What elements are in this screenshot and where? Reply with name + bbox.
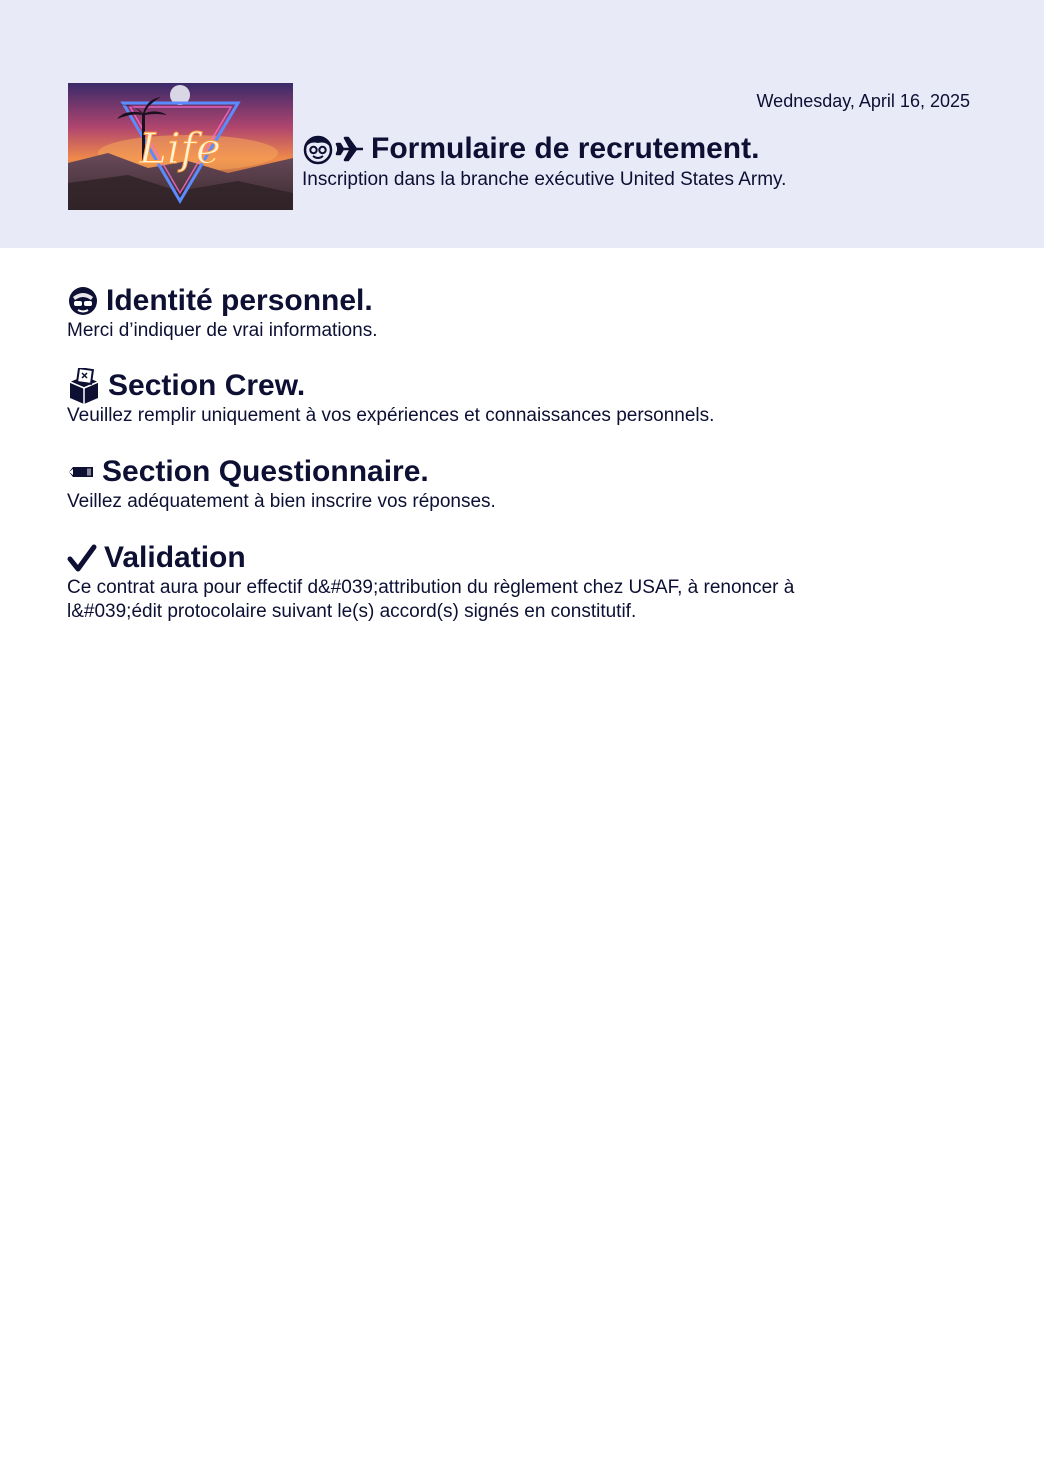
page-title: Formulaire de recrutement. [371, 132, 760, 165]
section-questionnaire [67, 454, 496, 514]
title-icons [302, 133, 365, 165]
person-face-icon [302, 133, 334, 165]
check-mark-icon [67, 542, 97, 574]
section-title: Identité personnel. [106, 284, 373, 317]
section-description: Veuillez remplir uniquement à vos expériences et connaissances personnels. [67, 405, 715, 426]
page-subtitle: Inscription dans la branche exécutive United States Army. [302, 169, 787, 190]
airplane-icon [335, 134, 365, 164]
pencil-icon [67, 456, 95, 488]
section-validation [67, 540, 887, 624]
section-title: Validation [104, 541, 246, 574]
ballot-box-icon [67, 368, 101, 404]
date-label: Wednesday, April 16, 2025 [756, 91, 970, 111]
section-description: Merci d’indiquer de vrai informations. [67, 320, 378, 341]
logo-image [68, 83, 293, 210]
section-description: Veillez adéquatement à bien inscrire vos réponses. [67, 491, 496, 512]
section-title: Section Questionnaire. [102, 455, 429, 488]
section-identite [67, 283, 377, 343]
svg-text:Life: Life [139, 124, 221, 173]
section-crew [67, 368, 714, 428]
section-title: Section Crew. [108, 369, 306, 402]
section-description: Ce contrat aura pour effectif d&#039;attribution du règlement chez USAF, à renoncer à l&#039;édit protocolaire suivant le(s) accord(s) signés en constitutif. [67, 577, 795, 622]
header-banner [0, 0, 1044, 248]
title-row [302, 132, 759, 166]
spy-face-icon [67, 285, 99, 317]
